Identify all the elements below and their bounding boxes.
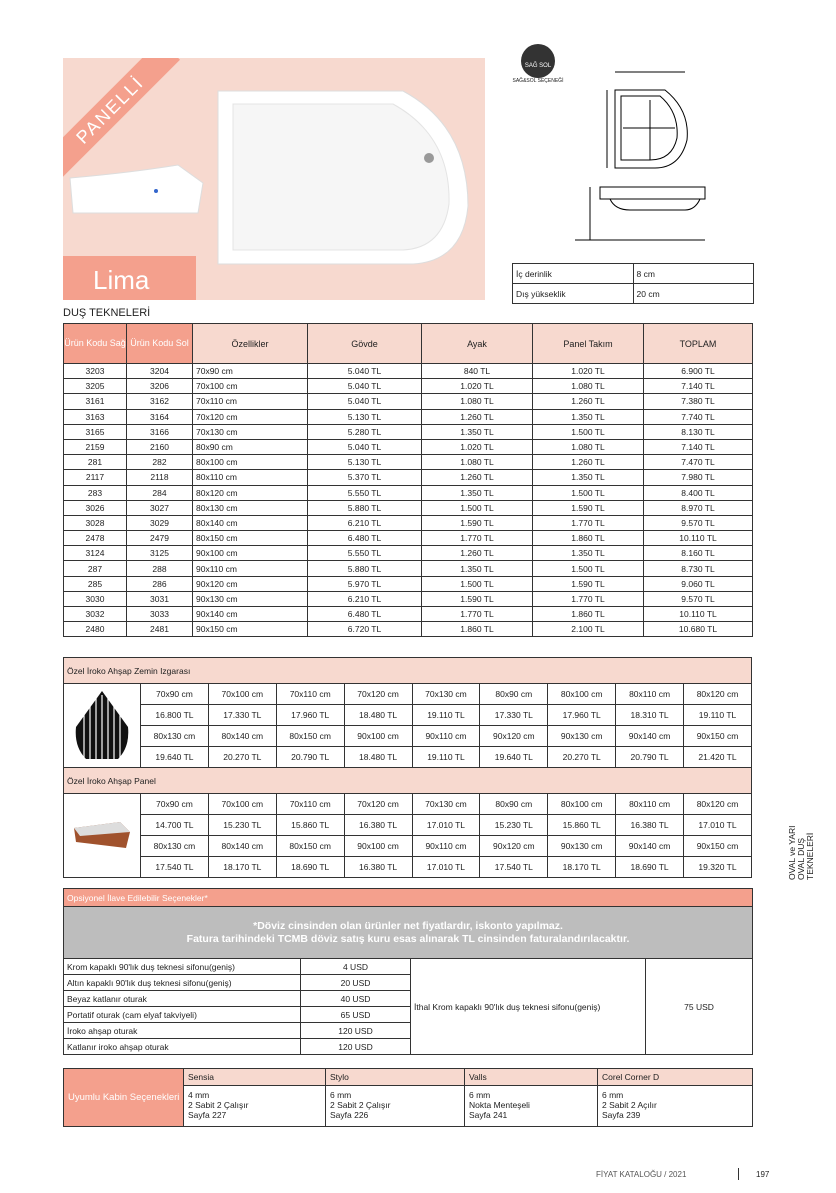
- cabin-detail-line: 6 mm: [469, 1090, 491, 1100]
- badge-caption: SAĞ&SOL SEÇENEĞİ: [512, 78, 564, 84]
- spec-value: 8 cm: [633, 264, 754, 284]
- footer-divider: [738, 1168, 739, 1180]
- table-cell: 281: [64, 455, 127, 470]
- table-cell: 19.110 TL: [684, 705, 752, 726]
- table-cell: 8.400 TL: [644, 485, 753, 500]
- table-cell: 18.170 TL: [548, 857, 616, 878]
- technical-drawing: [555, 60, 715, 245]
- table-cell: 19.320 TL: [684, 857, 752, 878]
- table-cell: 1.350 TL: [422, 485, 533, 500]
- table-row: [64, 364, 753, 379]
- table-row: [64, 591, 753, 606]
- table-cell: 16.380 TL: [344, 857, 412, 878]
- table-row: [64, 747, 752, 768]
- table-cell: 1.590 TL: [533, 500, 644, 515]
- option-name: Katlanır iroko ahşap oturak: [64, 1039, 301, 1055]
- table-cell: 90x130 cm: [193, 591, 308, 606]
- table-cell: 16.380 TL: [344, 815, 412, 836]
- table-cell: 90x130 cm: [548, 726, 616, 747]
- column-header: Ürün Kodu Sağ: [64, 324, 127, 364]
- table-cell: 9.570 TL: [644, 591, 753, 606]
- table-cell: 80x140 cm: [208, 836, 276, 857]
- table-cell: 1.860 TL: [533, 607, 644, 622]
- table-cell: 18.480 TL: [344, 705, 412, 726]
- table-cell: 18.310 TL: [616, 705, 684, 726]
- table-cell: 70x130 cm: [412, 794, 480, 815]
- table-cell: 5.880 TL: [308, 500, 422, 515]
- table-cell: 90x150 cm: [684, 726, 752, 747]
- table-cell: 2481: [127, 622, 193, 637]
- options-table: [63, 888, 753, 1055]
- section-title: DUŞ TEKNELERİ: [63, 307, 151, 319]
- table-cell: 3206: [127, 379, 193, 394]
- table-cell: 80x130 cm: [141, 726, 209, 747]
- table-row: [64, 684, 752, 705]
- table-cell: 17.330 TL: [208, 705, 276, 726]
- table-cell: 6.210 TL: [308, 515, 422, 530]
- option-price: 120 USD: [301, 1023, 411, 1039]
- table-cell: 6.480 TL: [308, 531, 422, 546]
- table-cell: 3027: [127, 500, 193, 515]
- table-cell: 17.330 TL: [480, 705, 548, 726]
- invoice-notice: Fatura tarihindeki TCMB döviz satış kuru esas alınarak TL cinsinden faturalandırılacaktır.: [186, 932, 630, 945]
- table-cell: 90x120 cm: [480, 726, 548, 747]
- table-cell: 5.040 TL: [308, 394, 422, 409]
- column-header: Özellikler: [193, 324, 308, 364]
- grate-image-icon: [64, 684, 141, 768]
- table-cell: 20.270 TL: [548, 747, 616, 768]
- table-cell: 5.040 TL: [308, 439, 422, 454]
- page-number: 197: [756, 1170, 770, 1179]
- cabin-name: Valls: [465, 1069, 598, 1086]
- table-cell: 1.770 TL: [533, 591, 644, 606]
- option-name: Portatif oturak (cam elyaf takviyeli): [64, 1007, 301, 1023]
- table-cell: 3125: [127, 546, 193, 561]
- table-cell: 3031: [127, 591, 193, 606]
- table-cell: 70x100 cm: [208, 684, 276, 705]
- table-cell: 2480: [64, 622, 127, 637]
- table-cell: 20.790 TL: [276, 747, 344, 768]
- table-cell: 284: [127, 485, 193, 500]
- table-cell: 80x90 cm: [193, 439, 308, 454]
- table-cell: 19.110 TL: [412, 747, 480, 768]
- option-row: [64, 959, 753, 975]
- table-cell: 3026: [64, 500, 127, 515]
- table-row: [64, 409, 753, 424]
- table-cell: 3032: [64, 607, 127, 622]
- table-cell: 17.010 TL: [412, 815, 480, 836]
- table-cell: 1.020 TL: [422, 379, 533, 394]
- table-cell: 1.350 TL: [533, 546, 644, 561]
- table-cell: 17.010 TL: [412, 857, 480, 878]
- table-cell: 70x110 cm: [276, 794, 344, 815]
- table-cell: 9.060 TL: [644, 576, 753, 591]
- table-cell: 15.230 TL: [480, 815, 548, 836]
- currency-notice: *Döviz cinsinden olan ürünler net fiyatlardır, iskonto yapılmaz.: [253, 919, 563, 932]
- table-cell: 3161: [64, 394, 127, 409]
- table-cell: 5.370 TL: [308, 470, 422, 485]
- grate-title: Özel İroko Ahşap Zemin Izgarası: [64, 658, 752, 684]
- table-cell: 17.540 TL: [141, 857, 209, 878]
- table-cell: 18.690 TL: [616, 857, 684, 878]
- options-title: Opsiyonel İlave Edilebilir Seçenekler*: [64, 889, 753, 907]
- table-cell: 70x90 cm: [193, 364, 308, 379]
- table-cell: 288: [127, 561, 193, 576]
- table-cell: 80x140 cm: [208, 726, 276, 747]
- table-cell: 2478: [64, 531, 127, 546]
- table-cell: 2117: [64, 470, 127, 485]
- table-cell: 5.550 TL: [308, 485, 422, 500]
- table-cell: 90x110 cm: [193, 561, 308, 576]
- table-cell: 19.110 TL: [412, 705, 480, 726]
- footer-catalog: FİYAT KATALOĞU / 2021: [596, 1170, 687, 1179]
- table-cell: 286: [127, 576, 193, 591]
- table-cell: 285: [64, 576, 127, 591]
- option-name: İthal Krom kapaklı 90'lık duş teknesi sifonu(geniş): [411, 959, 646, 1055]
- cabin-details: [184, 1086, 326, 1127]
- column-header: TOPLAM: [644, 324, 753, 364]
- table-cell: 14.700 TL: [141, 815, 209, 836]
- table-cell: 1.350 TL: [422, 424, 533, 439]
- table-cell: 80x130 cm: [193, 500, 308, 515]
- cabin-detail-line: Sayfa 226: [330, 1110, 369, 1120]
- table-cell: 80x110 cm: [616, 794, 684, 815]
- table-cell: 18.480 TL: [344, 747, 412, 768]
- table-cell: 80x120 cm: [193, 485, 308, 500]
- table-cell: 80x110 cm: [193, 470, 308, 485]
- table-cell: 3028: [64, 515, 127, 530]
- table-cell: 90x120 cm: [480, 836, 548, 857]
- column-header: Ürün Kodu Sol: [127, 324, 193, 364]
- price-table: [63, 323, 753, 637]
- table-cell: 1.770 TL: [422, 531, 533, 546]
- table-cell: 90x120 cm: [193, 576, 308, 591]
- table-cell: 15.230 TL: [208, 815, 276, 836]
- column-header: Gövde: [308, 324, 422, 364]
- product-name: Lima: [63, 256, 196, 300]
- table-cell: 20.790 TL: [616, 747, 684, 768]
- table-cell: 7.980 TL: [644, 470, 753, 485]
- table-cell: 1.860 TL: [533, 531, 644, 546]
- table-row: [64, 576, 753, 591]
- table-cell: 1.260 TL: [422, 409, 533, 424]
- table-cell: 2160: [127, 439, 193, 454]
- table-cell: 70x120 cm: [193, 409, 308, 424]
- table-cell: 18.690 TL: [276, 857, 344, 878]
- panel-table: [63, 767, 752, 878]
- table-cell: 70x130 cm: [412, 684, 480, 705]
- table-cell: 1.260 TL: [422, 546, 533, 561]
- table-cell: 7.380 TL: [644, 394, 753, 409]
- table-cell: 840 TL: [422, 364, 533, 379]
- table-cell: 1.500 TL: [533, 424, 644, 439]
- table-cell: 2159: [64, 439, 127, 454]
- column-header: Ayak: [422, 324, 533, 364]
- table-cell: 6.210 TL: [308, 591, 422, 606]
- table-row: [64, 561, 753, 576]
- table-cell: 80x140 cm: [193, 515, 308, 530]
- table-cell: 5.880 TL: [308, 561, 422, 576]
- table-cell: 5.040 TL: [308, 379, 422, 394]
- table-cell: 90x130 cm: [548, 836, 616, 857]
- table-row: [64, 607, 753, 622]
- table-cell: 70x100 cm: [193, 379, 308, 394]
- table-cell: 15.860 TL: [276, 815, 344, 836]
- table-cell: 2.100 TL: [533, 622, 644, 637]
- table-row: [64, 622, 753, 637]
- table-row: [64, 379, 753, 394]
- table-cell: 19.640 TL: [141, 747, 209, 768]
- panelli-ribbon: PANELLİ: [63, 58, 180, 180]
- cabin-detail-line: Sayfa 241: [469, 1110, 508, 1120]
- option-price: 40 USD: [301, 991, 411, 1007]
- table-cell: 80x90 cm: [480, 794, 548, 815]
- table-cell: 3205: [64, 379, 127, 394]
- cabin-name: Corel Corner D: [598, 1069, 753, 1086]
- table-cell: 3166: [127, 424, 193, 439]
- table-cell: 3203: [64, 364, 127, 379]
- table-cell: 3033: [127, 607, 193, 622]
- table-cell: 17.960 TL: [548, 705, 616, 726]
- panel-title: Özel İroko Ahşap Panel: [64, 768, 752, 794]
- table-cell: 3165: [64, 424, 127, 439]
- cabin-label: Uyumlu Kabin Seçenekleri: [64, 1069, 184, 1127]
- table-cell: 8.160 TL: [644, 546, 753, 561]
- table-cell: 1.860 TL: [422, 622, 533, 637]
- table-cell: 17.540 TL: [480, 857, 548, 878]
- table-cell: 3204: [127, 364, 193, 379]
- cabin-name: Stylo: [326, 1069, 465, 1086]
- table-cell: 17.960 TL: [276, 705, 344, 726]
- table-cell: 1.020 TL: [422, 439, 533, 454]
- table-cell: 1.260 TL: [533, 455, 644, 470]
- table-cell: 1.260 TL: [533, 394, 644, 409]
- table-cell: 10.110 TL: [644, 607, 753, 622]
- table-cell: 1.770 TL: [422, 607, 533, 622]
- table-cell: 3030: [64, 591, 127, 606]
- table-cell: 80x100 cm: [548, 794, 616, 815]
- table-cell: 15.860 TL: [548, 815, 616, 836]
- table-row: [64, 726, 752, 747]
- table-cell: 80x110 cm: [616, 684, 684, 705]
- spec-value: 20 cm: [633, 284, 754, 304]
- table-cell: 19.640 TL: [480, 747, 548, 768]
- cabin-detail-line: Nokta Menteşeli: [469, 1100, 530, 1110]
- cabin-details: [465, 1086, 598, 1127]
- table-row: [64, 424, 753, 439]
- table-cell: 5.970 TL: [308, 576, 422, 591]
- table-row: [64, 455, 753, 470]
- table-cell: 70x100 cm: [208, 794, 276, 815]
- table-cell: 90x140 cm: [616, 726, 684, 747]
- table-cell: 80x90 cm: [480, 684, 548, 705]
- table-cell: 287: [64, 561, 127, 576]
- table-cell: 8.970 TL: [644, 500, 753, 515]
- spec-label: İç derinlik: [513, 264, 634, 284]
- table-cell: 70x120 cm: [344, 684, 412, 705]
- table-row: [64, 836, 752, 857]
- table-cell: 70x110 cm: [193, 394, 308, 409]
- table-cell: 1.350 TL: [533, 409, 644, 424]
- cabin-detail-line: 4 mm: [188, 1090, 210, 1100]
- table-cell: 80x150 cm: [276, 726, 344, 747]
- table-cell: 282: [127, 455, 193, 470]
- table-cell: 80x100 cm: [548, 684, 616, 705]
- cabin-detail-line: 6 mm: [602, 1090, 624, 1100]
- spec-label: Dış yükseklik: [513, 284, 634, 304]
- table-cell: 80x150 cm: [276, 836, 344, 857]
- table-row: [64, 815, 752, 836]
- table-cell: 70x130 cm: [193, 424, 308, 439]
- table-cell: 6.480 TL: [308, 607, 422, 622]
- cabin-name: Sensia: [184, 1069, 326, 1086]
- cabin-detail-line: 2 Sabit 2 Açılır: [602, 1100, 657, 1110]
- table-cell: 7.140 TL: [644, 439, 753, 454]
- table-cell: 7.470 TL: [644, 455, 753, 470]
- table-cell: 80x150 cm: [193, 531, 308, 546]
- arrows-icon: SAĞ SOL: [521, 44, 555, 78]
- table-row: [64, 485, 753, 500]
- table-cell: 20.270 TL: [208, 747, 276, 768]
- table-row: [64, 394, 753, 409]
- table-cell: 5.550 TL: [308, 546, 422, 561]
- table-cell: 1.590 TL: [422, 515, 533, 530]
- table-cell: 3162: [127, 394, 193, 409]
- table-cell: 1.350 TL: [422, 561, 533, 576]
- table-row: [64, 500, 753, 515]
- table-cell: 7.140 TL: [644, 379, 753, 394]
- table-cell: 90x150 cm: [193, 622, 308, 637]
- cabin-detail-line: 2 Sabit 2 Çalışır: [330, 1100, 391, 1110]
- table-cell: 2479: [127, 531, 193, 546]
- table-cell: 90x140 cm: [193, 607, 308, 622]
- table-cell: 80x120 cm: [684, 794, 752, 815]
- table-cell: 16.800 TL: [141, 705, 209, 726]
- table-cell: 2118: [127, 470, 193, 485]
- table-cell: 7.740 TL: [644, 409, 753, 424]
- table-cell: 1.080 TL: [533, 439, 644, 454]
- table-cell: 1.020 TL: [533, 364, 644, 379]
- option-price: 20 USD: [301, 975, 411, 991]
- table-row: [64, 546, 753, 561]
- cabin-detail-line: Sayfa 227: [188, 1110, 227, 1120]
- table-cell: 90x110 cm: [412, 726, 480, 747]
- table-cell: 1.080 TL: [533, 379, 644, 394]
- option-name: Altın kapaklı 90'lık duş teknesi sifonu(geniş): [64, 975, 301, 991]
- table-cell: 3124: [64, 546, 127, 561]
- option-price: 120 USD: [301, 1039, 411, 1055]
- table-cell: 1.260 TL: [422, 470, 533, 485]
- option-price: 4 USD: [301, 959, 411, 975]
- table-cell: 1.500 TL: [422, 500, 533, 515]
- table-cell: 283: [64, 485, 127, 500]
- option-price: 65 USD: [301, 1007, 411, 1023]
- cabin-table: [63, 1068, 753, 1127]
- table-row: [64, 470, 753, 485]
- table-cell: 90x100 cm: [344, 726, 412, 747]
- table-cell: 1.500 TL: [422, 576, 533, 591]
- table-cell: 1.080 TL: [422, 394, 533, 409]
- table-cell: 90x150 cm: [684, 836, 752, 857]
- table-cell: 3029: [127, 515, 193, 530]
- table-cell: 3164: [127, 409, 193, 424]
- table-cell: 17.010 TL: [684, 815, 752, 836]
- cabin-details: [326, 1086, 465, 1127]
- table-cell: 80x120 cm: [684, 684, 752, 705]
- table-cell: 6.720 TL: [308, 622, 422, 637]
- option-price: 75 USD: [646, 959, 753, 1055]
- table-cell: 1.500 TL: [533, 561, 644, 576]
- table-cell: 1.080 TL: [422, 455, 533, 470]
- product-image-area: [63, 58, 485, 300]
- table-cell: 5.280 TL: [308, 424, 422, 439]
- table-cell: 18.170 TL: [208, 857, 276, 878]
- table-cell: 16.380 TL: [616, 815, 684, 836]
- table-cell: 70x110 cm: [276, 684, 344, 705]
- table-cell: 8.730 TL: [644, 561, 753, 576]
- option-name: İroko ahşap oturak: [64, 1023, 301, 1039]
- option-name: Beyaz katlanır oturak: [64, 991, 301, 1007]
- table-cell: 5.130 TL: [308, 409, 422, 424]
- column-header: Panel Takım: [533, 324, 644, 364]
- table-cell: 70x90 cm: [141, 684, 209, 705]
- table-cell: 10.110 TL: [644, 531, 753, 546]
- table-cell: 1.500 TL: [533, 485, 644, 500]
- table-cell: 70x120 cm: [344, 794, 412, 815]
- shower-tray-photo: [213, 86, 473, 266]
- side-tab: OVAL ve YARI OVAL DUŞ TEKNELERİ: [787, 825, 815, 880]
- table-cell: 21.420 TL: [684, 747, 752, 768]
- table-cell: 90x140 cm: [616, 836, 684, 857]
- cabin-details: [598, 1086, 753, 1127]
- table-row: [64, 515, 753, 530]
- table-cell: 90x100 cm: [344, 836, 412, 857]
- table-cell: 8.130 TL: [644, 424, 753, 439]
- table-row: [64, 794, 752, 815]
- table-cell: 3163: [64, 409, 127, 424]
- table-cell: 5.040 TL: [308, 364, 422, 379]
- table-row: [64, 857, 752, 878]
- table-row: [64, 439, 753, 454]
- grate-table: [63, 657, 752, 768]
- table-row: [64, 531, 753, 546]
- table-cell: 1.350 TL: [533, 470, 644, 485]
- table-cell: 70x90 cm: [141, 794, 209, 815]
- table-cell: 9.570 TL: [644, 515, 753, 530]
- table-cell: 1.590 TL: [533, 576, 644, 591]
- shower-tray-side-photo: [68, 163, 208, 218]
- table-cell: 1.770 TL: [533, 515, 644, 530]
- table-cell: 10.680 TL: [644, 622, 753, 637]
- spec-table: [512, 263, 754, 304]
- table-cell: 90x110 cm: [412, 836, 480, 857]
- panel-image-icon: [64, 794, 141, 878]
- table-cell: 80x100 cm: [193, 455, 308, 470]
- table-cell: 5.130 TL: [308, 455, 422, 470]
- cabin-detail-line: 6 mm: [330, 1090, 352, 1100]
- option-name: Krom kapaklı 90'lık duş teknesi sifonu(geniş): [64, 959, 301, 975]
- cabin-detail-line: Sayfa 239: [602, 1110, 641, 1120]
- table-cell: 80x130 cm: [141, 836, 209, 857]
- table-cell: 6.900 TL: [644, 364, 753, 379]
- cabin-detail-line: 2 Sabit 2 Çalışır: [188, 1100, 249, 1110]
- table-cell: 90x100 cm: [193, 546, 308, 561]
- table-cell: 1.590 TL: [422, 591, 533, 606]
- table-row: [64, 705, 752, 726]
